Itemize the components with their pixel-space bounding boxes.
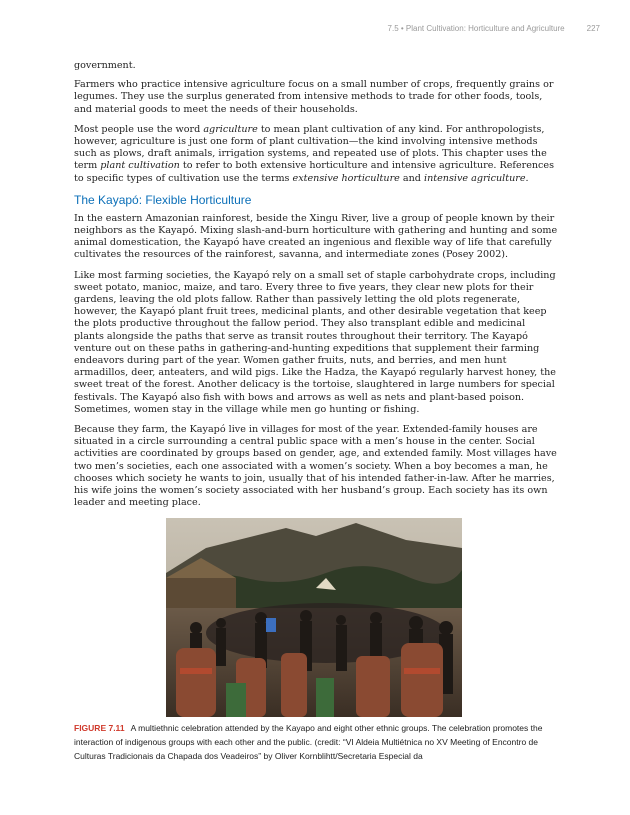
term-plant-cultivation: plant cultivation	[100, 160, 180, 172]
paragraph-intensive-agriculture: Farmers who practice intensive agriculture focus on a small number of crops, frequently grains or legumes. They use the surplus generated from intensive methods to trade for other foods, tools, and material goods to meet the needs of their households.	[74, 79, 554, 115]
paragraph-kayapo-farming: Like most farming societies, the Kayapó rely on a small set of staple carbohydrate crops, including sweet potato, manioc, maize, and taro. Every three to five years, they clear new plots for their gardens, leaving the old plots fallow. Rather than passively letting the old plots regenerate, however, the Kayapó plant fruit trees, medicinal plants, and other desirable vegetation that keep the plots productive throughout the fallow period. They also transplant edible and medicinal plants alongside the paths that serve as transit routes throughout their territory. The Kayapó venture out on these paths in gathering-and-hunting expeditions that supplement their farming endeavors during part of the year. Women gather fruits, nuts, and berries, and men hunt armadillos, deer, anteaters, and wild pigs. Like the Hadza, the Kayapó regularly harvest honey, the sweet treat of the forest. Another delicacy is the tortoise, slaughtered in large numbers for special festivals. The Kayapó also fish with bows and arrows as well as nets and plant-based poison. Sometimes, women stay in the village while men go hunting or fishing.	[74, 269, 556, 415]
figure-caption	[74, 721, 558, 763]
page-number: 227	[586, 24, 600, 33]
section-title: 7.5 • Plant Cultivation: Horticulture and Agriculture	[387, 24, 565, 33]
page-content	[74, 60, 558, 763]
section-heading: The Kayapó: Flexible Horticulture	[74, 192, 252, 207]
paragraph-kayapo-villages: Because they farm, the Kayapó live in villages for most of the year. Extended-family houses are situated in a circle surrounding a central public space with a men’s house in the center. Social activities are coordinated by groups based on gender, age, and extended family. Most villages have two men’s societies, each one associated with a women’s society. When a boy becomes a man, he chooses which society he wants to join, usually that of his intended father-in-law. After he marries, his wife joins the women’s society associated with her husband’s group. Each society has its own leader and meeting place.	[74, 424, 557, 509]
running-head	[388, 24, 600, 33]
paragraph-continued: government.	[74, 60, 136, 71]
term-agriculture: agriculture	[203, 123, 258, 135]
term-extensive-horticulture: extensive horticulture	[292, 172, 400, 184]
paragraph-terminology: Most people use the word agriculture to mean plant cultivation of any kind. For anthropologists, however, agriculture is just one form of plant cultivation—the kind involving intensive methods such as plows, draft animals, irrigation systems, and repeated use of plots. This chapter uses the term plant cultivation to refer to both extensive horticulture and intensive agriculture. References to specific types of cultivation use the terms extensive horticulture and intensive agriculture.	[74, 123, 555, 184]
term-intensive-agriculture: intensive agriculture	[424, 172, 526, 184]
paragraph-kayapo-intro: In the eastern Amazonian rainforest, beside the Xingu River, live a group of people known by their neighbors as the Kayapó. Mixing slash-and-burn horticulture with gathering and hunting and some animal domestication, the Kayapó have created an ingenious and flexible way of life that carefully cultivates the resources of the rainforest, savanna, and intermediate zones (Posey 2002).	[74, 212, 558, 261]
celebration-photo	[166, 518, 462, 717]
figure-label: FIGURE 7.11	[74, 722, 125, 733]
figure-caption-text: A multiethnic celebration attended by the Kayapo and eight other ethnic groups. The celebration promotes the interaction of indigenous groups with each other and the public. (credit: “VI Aldeia Multiétnica no XV Meeting of Encontro de Culturas Tradicionais da Chapada dos Veadeiros” by Oliver Kornblihtt/Secretaria Especial da	[74, 722, 543, 761]
figure-photo	[166, 518, 462, 717]
